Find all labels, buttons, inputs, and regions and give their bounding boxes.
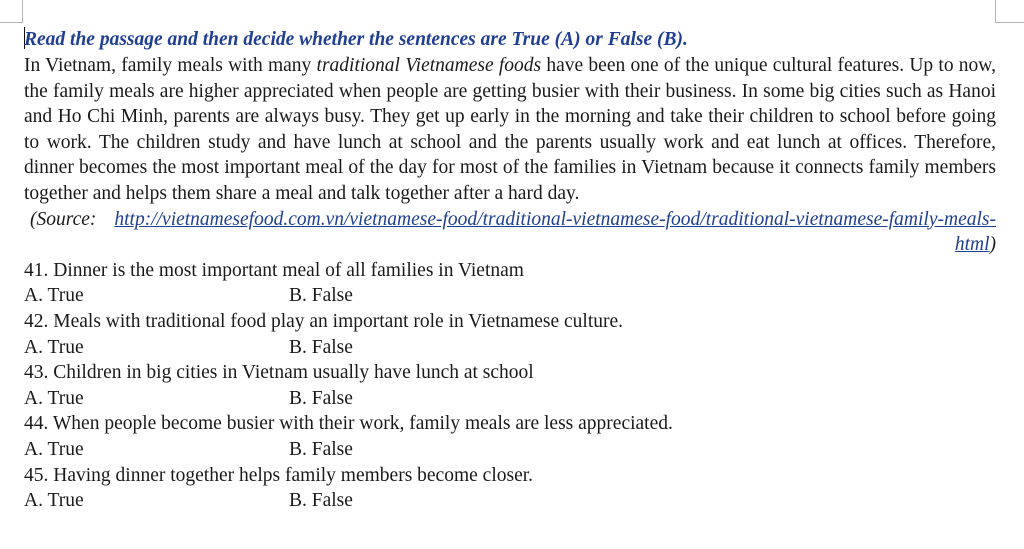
option-false: B. False	[289, 336, 353, 358]
option-true: A. True	[24, 285, 84, 307]
source-citation	[30, 207, 996, 258]
question-45	[24, 463, 996, 514]
answer-options	[24, 335, 996, 361]
option-true: A. True	[24, 490, 84, 512]
answer-options	[24, 386, 996, 412]
answer-options	[24, 437, 996, 463]
question-text: 44. When people become busier with their work, family meals are less appreciated.	[24, 413, 673, 435]
reading-passage	[24, 53, 996, 207]
page-corner-mark-right	[995, 0, 1024, 23]
source-link[interactable]: http://vietnamesefood.com.vn/vietnamese-food/traditional-vietnamese-food/traditional-vietnamese-family-meals-html	[114, 208, 996, 256]
option-false: B. False	[289, 490, 353, 512]
question-43	[24, 360, 996, 411]
option-true: A. True	[24, 438, 84, 460]
source-suffix: )	[989, 234, 996, 256]
question-44	[24, 411, 996, 462]
question-text: 41. Dinner is the most important meal of all families in Vietnam	[24, 259, 524, 281]
option-false: B. False	[289, 387, 353, 409]
answer-options	[24, 283, 996, 309]
page-corner-mark-left	[0, 0, 23, 23]
source-prefix: (Source:	[30, 208, 115, 230]
passage-italic-phrase: traditional Vietnamese foods	[316, 55, 542, 76]
passage-text-start: In Vietnam, family meals with many	[24, 55, 317, 76]
option-true: A. True	[24, 336, 84, 358]
question-list	[24, 258, 996, 514]
option-false: B. False	[289, 285, 353, 307]
question-text: 42. Meals with traditional food play an important role in Vietnamese culture.	[24, 310, 624, 332]
question-text: 43. Children in big cities in Vietnam usually have lunch at school	[24, 362, 534, 384]
passage-text-rest: have been one of the unique cultural features. Up to now, the family meals are higher appreciated when people are getting busier with their business. In some big cities such as Hanoi and Ho Chi Minh, parents are always busy. They get up early in the morning and take their children to school before going to work. The children study and have lunch at school and the parents usually work and eat lunch at offices. Therefore, dinner becomes the most important meal of the day for most of the families in Vietnam because it connects family members together and helps them share a meal and talk together after a hard day.	[24, 55, 996, 204]
question-42	[24, 309, 996, 360]
option-true: A. True	[24, 387, 84, 409]
option-false: B. False	[289, 438, 353, 460]
question-41	[24, 258, 996, 309]
document-page[interactable]	[24, 27, 996, 514]
instruction-heading: Read the passage and then decide whether the sentences are True (A) or False (B).	[24, 29, 688, 50]
question-text: 45. Having dinner together helps family members become closer.	[24, 464, 534, 486]
answer-options	[24, 488, 996, 514]
